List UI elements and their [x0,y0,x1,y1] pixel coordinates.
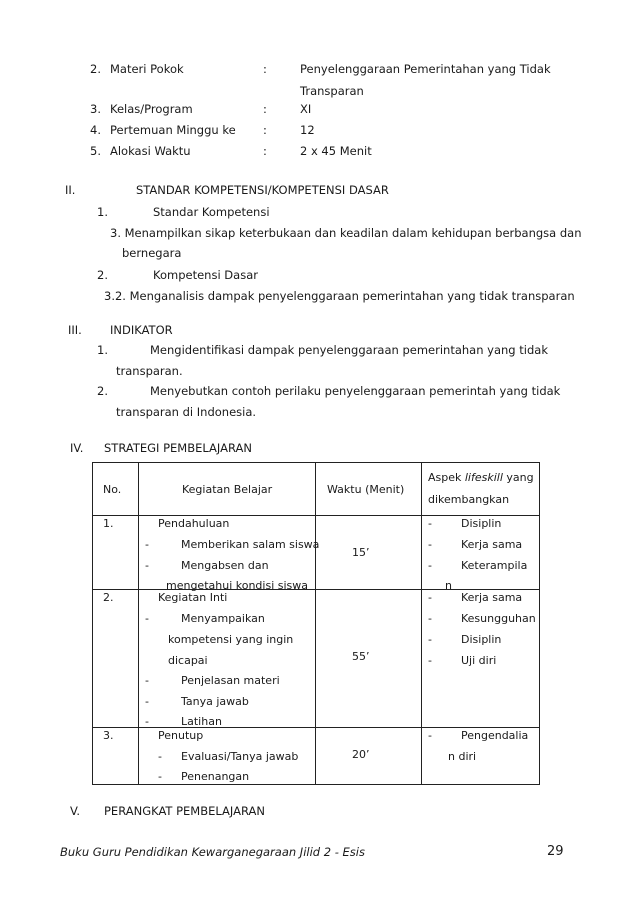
bullet-dash: - [428,612,432,625]
table-header-row [93,463,540,516]
bullet-dash: - [428,654,432,667]
section-title: PERANGKAT PEMBELAJARAN [104,804,265,818]
lifeskill-item: Pengendalia [461,729,529,742]
bullet-dash: - [428,729,432,742]
identity-label: Kelas/Program [110,102,193,116]
lifeskill-item: Kerja sama [461,591,523,604]
identity-value-cont: Transparan [300,84,364,98]
kd-number: 2. [97,268,108,282]
identity-value: 12 [300,123,315,137]
activity-item-cont: dicapai [168,654,208,667]
section-title: INDIKATOR [110,323,173,337]
identity-num: 3. [90,102,101,116]
sk-number: 1. [97,205,108,219]
activity-title: Penutup [158,729,204,742]
bullet-dash: - [145,695,149,708]
table-row [93,728,540,785]
bullet-dash: - [145,538,149,551]
kd-text: 3.2. Menganalisis dampak penyelenggaraan pemerintahan yang tidak transparan [104,289,575,303]
table-row [93,516,540,590]
identity-value: XI [300,102,312,116]
lifeskill-item: Disiplin [461,517,502,530]
sk-label: Standar Kompetensi [153,205,270,219]
lifeskill-item-cont: n diri [448,750,477,763]
bullet-dash: - [145,674,149,687]
activity-item: Tanya jawab [181,695,249,708]
activity-title: Kegiatan Inti [158,591,228,604]
header-kegiatan: Kegiatan Belajar [182,483,273,496]
identity-colon: : [263,144,267,158]
identity-label: Pertemuan Minggu ke [110,123,236,137]
header-aspek: Aspek lifeskill yang [428,471,534,484]
lifeskill-item: Keterampila [461,559,528,572]
identity-label: Alokasi Waktu [110,144,191,158]
sk-text-cont: bernegara [122,246,182,260]
header-no: No. [103,483,122,496]
activity-title: Pendahuluan [158,517,230,530]
row-number: 1. [103,517,114,530]
indicator-number: 1. [97,343,108,357]
identity-num: 5. [90,144,101,158]
identity-value: Penyelenggaraan Pemerintahan yang Tidak [300,62,551,76]
footer-book-title: Buku Guru Pendidikan Kewarganegaraan Jilid 2 - Esis [60,845,365,859]
identity-num: 4. [90,123,101,137]
bullet-dash: - [145,559,149,572]
activity-item: Mengabsen dan [181,559,269,572]
bullet-dash: - [145,715,149,728]
activity-item: Penjelasan materi [181,674,280,687]
bullet-dash: - [158,770,162,783]
identity-colon: : [263,123,267,137]
bullet-dash: - [145,612,149,625]
bullet-dash: - [428,591,432,604]
row-number: 3. [103,729,114,742]
activity-item: Menyampaikan [181,612,265,625]
sk-text: 3. Menampilkan sikap keterbukaan dan keadilan dalam kehidupan berbangsa dan [110,226,582,240]
identity-colon: : [263,62,267,76]
duration: 55’ [352,650,370,663]
identity-label: Materi Pokok [110,62,184,76]
bullet-dash: - [428,559,432,572]
kd-label: Kompetensi Dasar [153,268,258,282]
identity-value: 2 x 45 Menit [300,144,372,158]
indicator-text: Menyebutkan contoh perilaku penyelenggaraan pemerintah yang tidak [150,384,561,398]
bullet-dash: - [158,750,162,763]
indicator-text-cont: transparan. [116,364,183,378]
section-number: II. [65,183,76,197]
section-title: STANDAR KOMPETENSI/KOMPETENSI DASAR [136,183,389,197]
page-number: 29 [547,844,564,859]
lifeskill-item: Disiplin [461,633,502,646]
activity-item: Latihan [181,715,222,728]
section-number: IV. [70,441,84,455]
table-row [93,590,540,728]
duration: 15’ [352,546,370,559]
indicator-number: 2. [97,384,108,398]
lifeskill-item: Kerja sama [461,538,523,551]
lifeskill-item-cont: n [445,579,452,592]
activity-item: Evaluasi/Tanya jawab [181,750,299,763]
lifeskill-item: Kesungguhan [461,612,536,625]
identity-num: 2. [90,62,101,76]
duration: 20’ [352,748,370,761]
bullet-dash: - [428,517,432,530]
lifeskill-item: Uji diri [461,654,497,667]
strategy-table [92,462,540,785]
row-number: 2. [103,591,114,604]
activity-item-cont: kompetensi yang ingin [168,633,294,646]
bullet-dash: - [428,538,432,551]
section-title: STRATEGI PEMBELAJARAN [104,441,252,455]
header-waktu: Waktu (Menit) [327,483,405,496]
identity-colon: : [263,102,267,116]
activity-item-cont: mengetahui kondisi siswa [166,579,309,592]
header-aspek-cont: dikembangkan [428,493,510,506]
indicator-text: Mengidentifikasi dampak penyelenggaraan pemerintahan yang tidak [150,343,548,357]
bullet-dash: - [428,633,432,646]
section-number: III. [68,323,82,337]
section-number: V. [70,804,81,818]
activity-item: Penenangan [181,770,250,783]
activity-item: Memberikan salam siswa [181,538,320,551]
indicator-text-cont: transparan di Indonesia. [116,405,257,419]
